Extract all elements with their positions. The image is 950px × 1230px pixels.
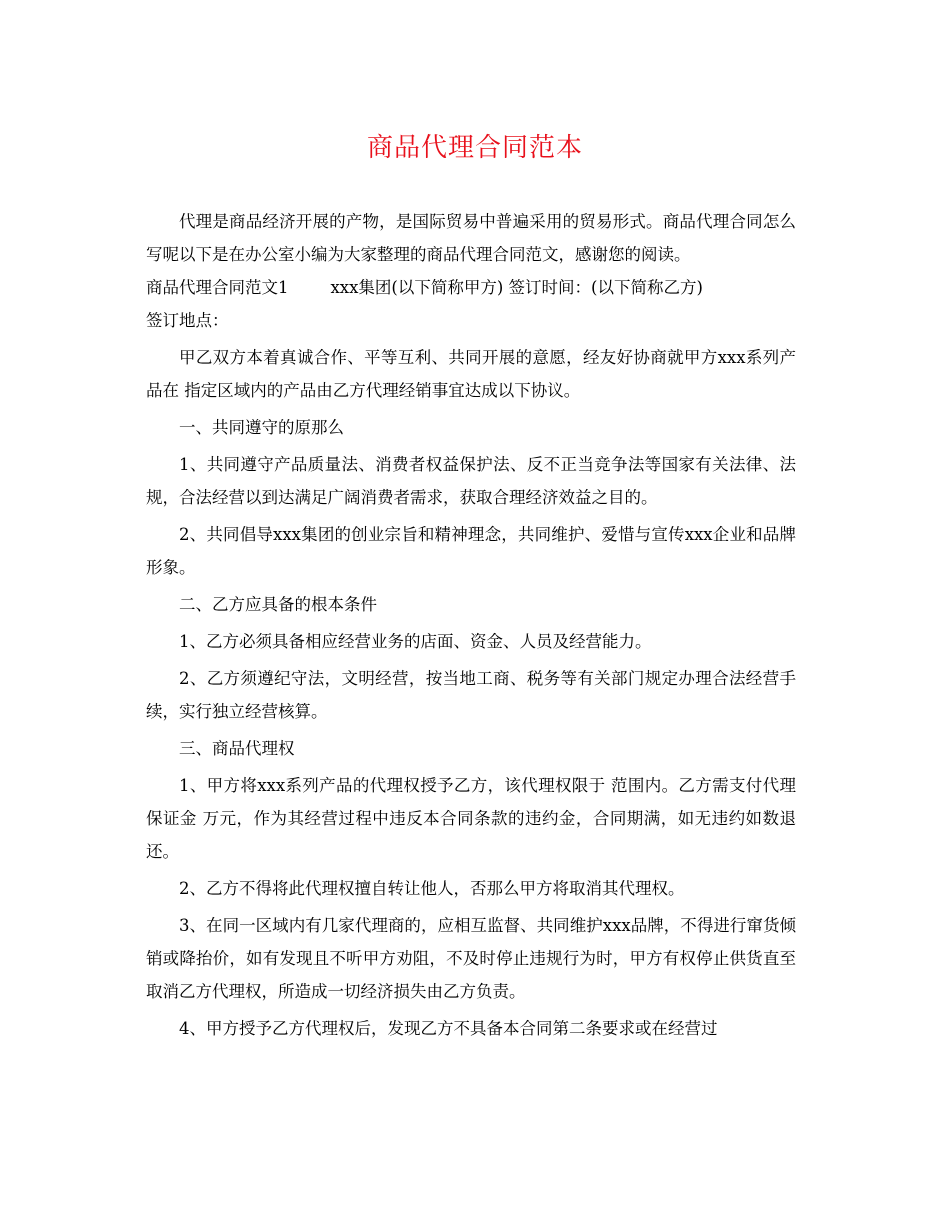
clause-1-1: 1、共同遵守产品质量法、消费者权益保护法、反不正当竞争法等国家有关法律、法规，合法经营以到达满足广阔消费者需求，获取合理经济效益之目的。 [146, 455, 796, 507]
signing-place: 签订地点： [146, 311, 229, 330]
clause-2-2: 2、乙方须遵纪守法，文明经营，按当地工商、税务等有关部门规定办理合法经营手续，实行独立经营核算。 [146, 669, 796, 721]
section-heading-1: 一、共同遵守的原那么 [179, 418, 344, 437]
section-heading-2: 二、乙方应具备的根本条件 [179, 595, 377, 614]
document-title: 商品代理合同范本 [366, 133, 583, 163]
contract-parties: xxx集团(以下简称甲方) 签订时间：(以下简称乙方) [330, 278, 703, 297]
clause-3-1: 1、甲方将xxx系列产品的代理权授予乙方，该代理权限于 范围内。乙方需支付代理保证金 万元，作为其经营过程中违反本合同条款的违约金，合同期满，如无违约如数退还。 [146, 776, 796, 861]
clause-3-2: 2、乙方不得将此代理权擅自转让他人，否那么甲方将取消其代理权。 [179, 879, 685, 898]
document-body [146, 205, 796, 1045]
contract-label: 商品代理合同范文1 [146, 278, 289, 297]
clause-1-2: 2、共同倡导xxx集团的创业宗旨和精神理念，共同维护、爱惜与宣传xxx企业和品牌形象。 [146, 525, 796, 577]
agreement-paragraph: 甲乙双方本着真诚合作、平等互利、共同开展的意愿，经友好协商就甲方xxx系列产品在 指定区域内的产品由乙方代理经销事宜达成以下协议。 [146, 348, 796, 400]
section-heading-3: 三、商品代理权 [179, 739, 295, 758]
clause-2-1: 1、乙方必须具备相应经营业务的店面、资金、人员及经营能力。 [179, 632, 652, 651]
clause-3-3: 3、在同一区域内有几家代理商的，应相互监督、共同维护xxx品牌，不得进行窜货倾销或降抬价，如有发现且不听甲方劝阻，不及时停止违规行为时，甲方有权停止供货直至取消乙方代理权，所造成一切经济损失由乙方负责。 [146, 916, 796, 1001]
clause-3-4: 4、甲方授予乙方代理权后，发现乙方不具备本合同第二条要求或在经营过 [179, 1019, 718, 1038]
contract-meta-line [146, 271, 796, 304]
intro-paragraph: 代理是商品经济开展的产物，是国际贸易中普遍采用的贸易形式。商品代理合同怎么写呢以下是在办公室小编为大家整理的商品代理合同范文，感谢您的阅读。 [146, 212, 796, 264]
